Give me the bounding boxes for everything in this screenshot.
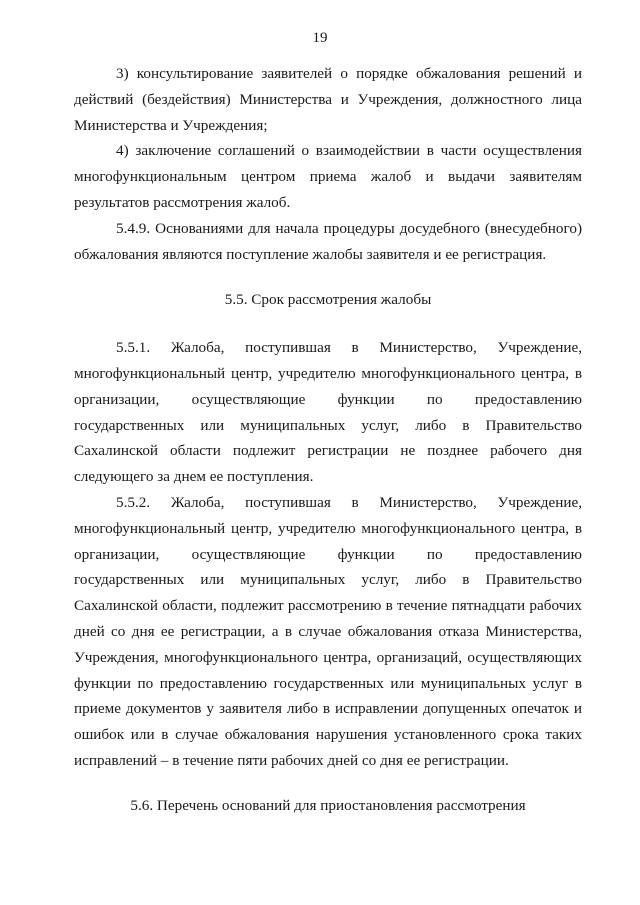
paragraph-5-4-9: 5.4.9. Основаниями для начала процедуры досудебного (внесудебного) обжалования являются поступление жалобы заявителя и ее регистрация. [74, 219, 582, 263]
paragraph-consulting: 3) консультирование заявителей о порядке обжалования решений и действий (бездействия) Министерства и Учреждения, должностного лица Министерства и Учреждения; [74, 65, 582, 134]
section-heading-5-6: 5.6. Перечень оснований для приостановления рассмотрения [130, 796, 526, 814]
page-number: 19 [312, 30, 328, 46]
paragraph-5-5-1: 5.5.1. Жалоба, поступившая в Министерство, Учреждение, многофункциональный центр, учредителю многофункционального центра, в организации, осуществляющие функции по предоставлению государственных или муниципальных услуг, либо в Правительство Сахалинской области подлежит регистрации не позднее рабочего дня следующего за днем ее поступления. [74, 339, 582, 486]
section-heading-5-5: 5.5. Срок рассмотрения жалобы [224, 291, 432, 309]
document-body [74, 61, 582, 819]
paragraph-agreements: 4) заключение соглашений о взаимодействии в части осуществления многофункциональным центром приема жалоб и выдачи заявителям результатов рассмотрения жалоб. [74, 142, 582, 211]
paragraph-5-5-2: 5.5.2. Жалоба, поступившая в Министерство, Учреждение, многофункциональный центр, учредителю многофункционального центра, в организации, осуществляющие функции по предоставлению государственных или муниципальных услуг, либо в Правительство Сахалинской области, подлежит рассмотрению в течение пятнадцати рабочих дней со дня ее регистрации, а в случае обжалования отказа Министерства, Учреждения, многофункционального центра, организаций, осуществляющих функции по предоставлению государственных или муниципальных услуг в приеме документов у заявителя либо в исправлении допущенных опечаток и ошибок или в случае обжалования нарушения установленного срока таких исправлений – в течение пяти рабочих дней со дня ее регистрации. [74, 493, 582, 769]
